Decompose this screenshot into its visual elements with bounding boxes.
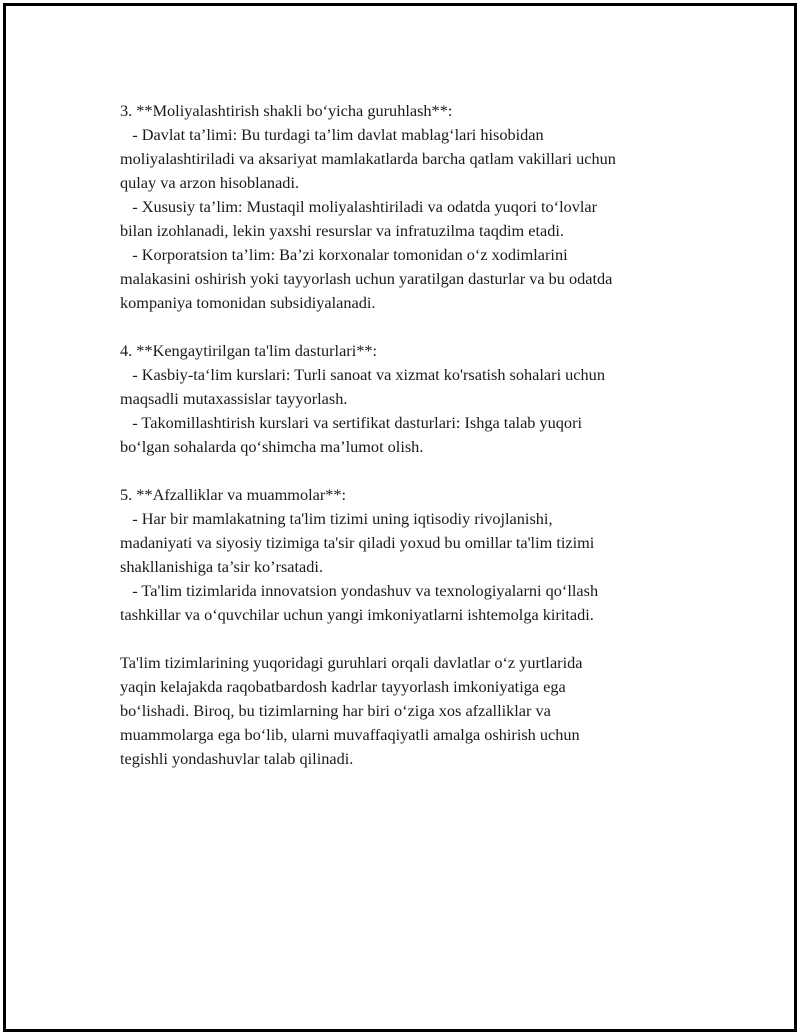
text-line: yaqin kelajakda raqobatbardosh kadrlar tayyorlash imkoniyatiga ega xyxy=(120,677,566,696)
paragraph-gap xyxy=(120,459,700,483)
section-heading: 5. **Afzalliklar va muammolar**: xyxy=(120,485,347,504)
text-line: bo‘lishadi. Biroq, bu tizimlarning har biri o‘ziga xos afzalliklar va xyxy=(120,701,551,720)
text-line: Ta'lim tizimlarining yuqoridagi guruhlari orqali davlatlar o‘z yurtlarida xyxy=(120,653,583,672)
text-line: tashkillar va o‘quvchilar uchun yangi imkoniyatlarni ishtemolga kiritadi. xyxy=(120,605,594,624)
text-line: maqsadli mutaxassislar tayyorlash. xyxy=(120,389,348,408)
paragraph-gap xyxy=(120,627,700,651)
section-advantages-problems xyxy=(120,483,700,627)
section-conclusion xyxy=(120,651,700,771)
text-line: - Davlat ta’limi: Bu turdagi ta’lim davlat mablag‘lari hisobidan xyxy=(120,125,544,144)
text-line: bo‘lgan sohalarda qo‘shimcha ma’lumot olish. xyxy=(120,437,424,456)
document-page xyxy=(3,3,797,1032)
section-heading: 4. **Kengaytirilgan ta'lim dasturlari**: xyxy=(120,341,378,360)
text-line: - Xususiy ta’lim: Mustaqil moliyalashtiriladi va odatda yuqori to‘lovlar xyxy=(120,197,598,216)
text-line: moliyalashtiriladi va aksariyat mamlakatlarda barcha qatlam vakillari uchun xyxy=(120,149,616,168)
section-funding-grouping xyxy=(120,99,700,315)
text-line: kompaniya tomonidan subsidiyalanadi. xyxy=(120,293,376,312)
text-line: madaniyati va siyosiy tizimiga ta'sir qiladi yoxud bu omillar ta'lim tizimi xyxy=(120,533,595,552)
text-line: - Korporatsion ta’lim: Ba’zi korxonalar tomonidan o‘z xodimlarini xyxy=(120,245,568,264)
text-line: tegishli yondashuvlar talab qilinadi. xyxy=(120,749,354,768)
paragraph-gap xyxy=(120,315,700,339)
section-heading: 3. **Moliyalashtirish shakli bo‘yicha guruhlash**: xyxy=(120,101,453,120)
text-line: malakasini oshirish yoki tayyorlash uchun yaratilgan dasturlar va bu odatda xyxy=(120,269,613,288)
text-line: - Har bir mamlakatning ta'lim tizimi uning iqtisodiy rivojlanishi, xyxy=(120,509,553,528)
text-line: qulay va arzon hisoblanadi. xyxy=(120,173,300,192)
section-extended-programs xyxy=(120,339,700,459)
text-line: - Ta'lim tizimlarida innovatsion yondashuv va texnologiyalarni qo‘llash xyxy=(120,581,599,600)
text-line: - Kasbiy-ta‘lim kurslari: Turli sanoat va xizmat ko'rsatish sohalari uchun xyxy=(120,365,605,384)
text-line: - Takomillashtirish kurslari va sertifikat dasturlari: Ishga talab yuqori xyxy=(120,413,583,432)
text-line: bilan izohlanadi, lekin yaxshi resurslar va infratuzilma taqdim etadi. xyxy=(120,221,564,240)
text-line: shakllanishiga ta’sir ko’rsatadi. xyxy=(120,557,324,576)
text-line: muammolarga ega bo‘lib, ularni muvaffaqiyatli amalga oshirish uchun xyxy=(120,725,580,744)
document-body xyxy=(120,99,700,771)
